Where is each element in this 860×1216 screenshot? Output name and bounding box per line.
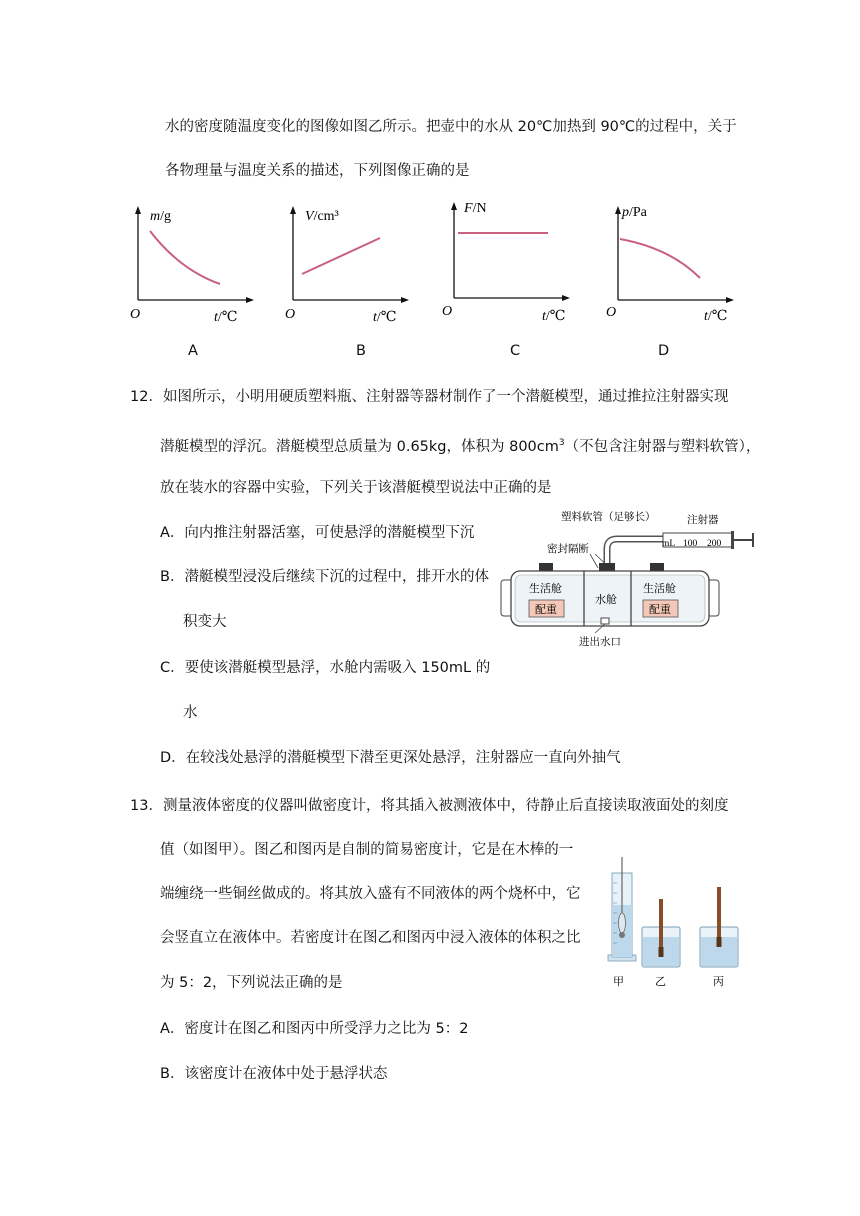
graph-b-letter: B: [356, 343, 366, 359]
graph-a-letter: A: [188, 343, 198, 359]
hydrometer-figure: [600, 855, 760, 995]
syringe-tick-100: 100: [683, 539, 698, 549]
q12-option-a: A．向内推注射器活塞，可使悬浮的潜艇模型下沉: [160, 525, 475, 541]
q12-option-c-line-2: 水: [183, 705, 198, 721]
figure-label-jia: 甲: [613, 976, 624, 988]
intro-line-2: 各物理量与温度关系的描述，下列图像正确的是: [165, 163, 470, 179]
svg-text:p/Pa: p/Pa: [622, 205, 647, 220]
left-weight-label: 配重: [535, 604, 557, 616]
svg-text:t/℃: t/℃: [542, 309, 566, 324]
syringe-label: 注射器: [687, 515, 719, 526]
right-cabin-label: 生活舱: [643, 583, 676, 595]
q13-option-a: A．密度计在图乙和图丙中所受浮力之比为 5：2: [160, 1021, 469, 1037]
svg-text:t/℃: t/℃: [704, 309, 728, 324]
svg-text:O: O: [606, 305, 617, 320]
svg-text:m/g: m/g: [150, 209, 172, 224]
figure-label-yi: 乙: [655, 976, 666, 988]
q13-line-5: 为 5：2，下列说法正确的是: [160, 975, 343, 991]
q12-option-b-line-2: 积变大: [183, 614, 227, 630]
svg-text:O: O: [285, 307, 296, 322]
q13-line-4: 会竖直立在液体中。若密度计在图乙和图丙中浸入液体的体积之比: [160, 930, 581, 946]
graph-a-origin: O: [130, 307, 141, 322]
inlet-label: 进出水口: [579, 637, 621, 648]
right-weight-label: 配重: [649, 604, 671, 616]
graph-b: [275, 200, 415, 330]
graph-c-letter: C: [510, 343, 521, 359]
svg-text:F/N: F/N: [464, 201, 487, 216]
q12-line-2: 潜艇模型的浮沉。潜艇模型总质量为 0.65kg，体积为 $800cm^3$（不包含注射器与塑料软管），: [160, 438, 761, 455]
svg-text:t/℃: t/℃: [214, 310, 238, 325]
graph-a-yvar: m: [150, 209, 161, 224]
q13-line-3: 端缠绕一些铜丝做成的。将其放入盛有不同液体的两个烧杯中，它: [160, 886, 581, 902]
syringe-unit: mL: [662, 539, 676, 549]
tube-label: 塑料软管（足够长）: [561, 512, 656, 523]
q13-line-2: 值（如图甲）。图乙和图丙是自制的简易密度计，它是在木棒的一: [160, 842, 574, 858]
graph-c: [436, 192, 576, 330]
svg-text:O: O: [442, 304, 453, 319]
svg-text:t/℃: t/℃: [373, 310, 397, 325]
q12-option-b-line-1: B．潜艇模型浸没后继续下沉的过程中，排开水的体: [160, 569, 489, 585]
svg-text:V/cm³: V/cm³: [305, 209, 339, 224]
graph-d-letter: D: [658, 343, 670, 359]
water-cabin-label: 水舱: [595, 594, 617, 606]
seal-label: 密封隔断: [547, 544, 589, 555]
q13-option-b: B．该密度计在液体中处于悬浮状态: [160, 1066, 388, 1082]
intro-line-1: 水的密度随温度变化的图像如图乙所示。把壶中的水从 20℃加热到 90℃的过程中，关于: [165, 119, 737, 135]
graph-d-curve: [620, 239, 700, 278]
graph-b-curve: [302, 238, 380, 274]
q12-line-1: 12．如图所示，小明用硬质塑料瓶、注射器等器材制作了一个潜艇模型，通过推拉注射器实现: [130, 389, 729, 405]
left-cabin-label: 生活舱: [529, 583, 562, 595]
submarine-figure: [495, 505, 765, 655]
q13-line-1: 13．测量液体密度的仪器叫做密度计，将其插入被测液体中，待静止后直接读取液面处的刻度: [130, 798, 729, 814]
syringe-tick-200: 200: [707, 539, 722, 549]
graph-d: [600, 196, 740, 330]
figure-label-bing: 丙: [713, 976, 724, 988]
q12-line-3: 放在装水的容器中实验，下列关于该潜艇模型说法中正确的是: [160, 480, 552, 496]
q12-option-c-line-1: C．要使该潜艇模型悬浮，水舱内需吸入 150mL 的: [160, 660, 491, 676]
graph-a-curve: [150, 231, 220, 284]
graph-a: [120, 200, 260, 330]
q12-option-d: D．在较浅处悬浮的潜艇模型下潜至更深处悬浮，注射器应一直向外抽气: [160, 750, 621, 766]
